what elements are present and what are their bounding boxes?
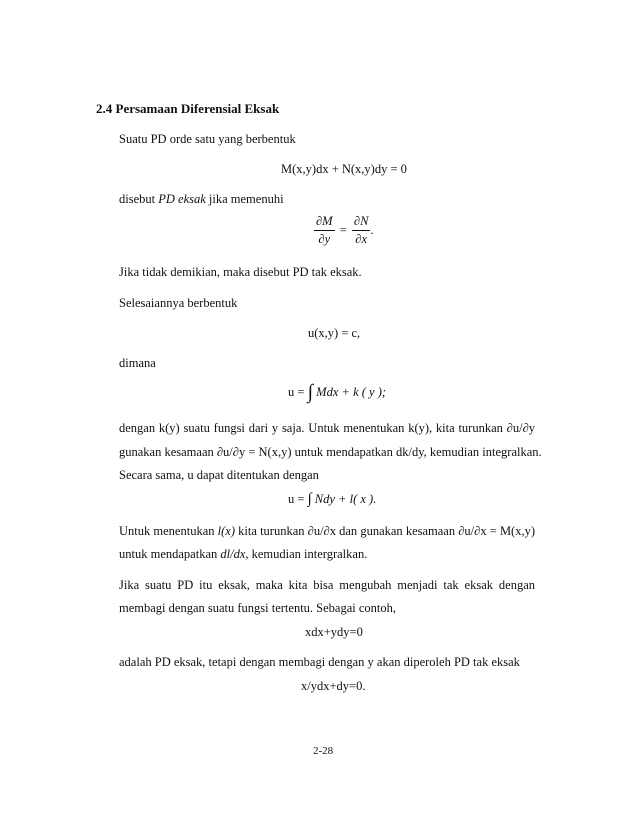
text-pre: Untuk menentukan	[119, 524, 218, 538]
integral-body: Mdx + k ( y );	[316, 385, 387, 399]
definition-text-post: jika memenuhi	[205, 192, 284, 206]
paragraph-l-derivation-line2	[119, 547, 367, 562]
paragraph-solution-form: Selesaiannya berbentuk	[119, 296, 238, 310]
equation-general-form: M(x,y)dx + N(x,y)dy = 0	[281, 162, 407, 176]
fraction-dM-dy	[314, 214, 335, 247]
page-number: 2-28	[313, 745, 334, 757]
equation-u-integral-N	[288, 492, 376, 507]
fraction-denominator: ∂x	[355, 232, 368, 246]
text-post: kita turunkan ∂u/∂x dan gunakan kesamaan ∂u/∂x = M(x,y)	[235, 524, 536, 538]
equation-exactness-condition	[314, 214, 374, 247]
equation-solution: u(x,y) = c,	[308, 326, 361, 340]
equals-sign: =	[339, 223, 347, 237]
period: .	[370, 223, 374, 237]
equation-lhs: u =	[288, 385, 308, 399]
paragraph-example-conclusion: adalah PD eksak, tetapi dengan membagi dengan y akan diperoleh PD tak eksak	[119, 655, 520, 669]
paragraph-similarly: Secara sama, u dapat ditentukan dengan	[119, 468, 319, 482]
paragraph-k-derivation-line2: gunakan kesamaan ∂u/∂y = N(x,y) untuk mendapatkan dk/dy, kemudian integralkan.	[119, 445, 542, 459]
paragraph-non-exact: Jika tidak demikian, maka disebut PD tak eksak.	[119, 265, 362, 279]
equation-example-exact: xdx+ydy=0	[305, 625, 363, 639]
paragraph-example-line1: Jika suatu PD itu eksak, maka kita bisa mengubah menjadi tak eksak dengan	[119, 578, 535, 592]
paragraph-exact-definition	[119, 192, 284, 207]
definition-text-pre: disebut	[119, 192, 159, 206]
paragraph-intro: Suatu PD orde satu yang berbentuk	[119, 132, 296, 146]
integral-body: Ndy + l( x ).	[314, 492, 377, 506]
section-heading: 2.4 Persamaan Diferensial Eksak	[96, 101, 280, 116]
derivative-dl-dx: dl/dx	[220, 547, 246, 561]
integral-sign-icon: ∫	[307, 491, 312, 507]
equation-example-non-exact: x/ydx+dy=0.	[301, 679, 366, 693]
text-post: , kemudian intergralkan.	[245, 547, 368, 561]
fraction-numerator: ∂N	[352, 214, 371, 231]
fraction-numerator: ∂M	[314, 214, 335, 231]
paragraph-example-line2: membagi dengan suatu fungsi tertentu. Sebagai contoh,	[119, 601, 397, 615]
text-pre: untuk mendapatkan	[119, 547, 221, 561]
integral-sign-icon: ∫	[307, 381, 314, 403]
fraction-denominator: ∂y	[318, 232, 331, 246]
definition-term: PD eksak	[158, 192, 206, 206]
equation-lhs: u =	[288, 492, 308, 506]
fraction-dN-dx	[352, 214, 374, 247]
function-l-of-x: l(x)	[217, 524, 236, 538]
paragraph-k-derivation-line1: dengan k(y) suatu fungsi dari y saja. Untuk menentukan k(y), kita turunkan ∂u/∂y	[119, 421, 535, 435]
paragraph-where: dimana	[119, 356, 156, 370]
equation-u-integral-M	[288, 380, 387, 403]
paragraph-l-derivation-line1	[119, 524, 535, 539]
